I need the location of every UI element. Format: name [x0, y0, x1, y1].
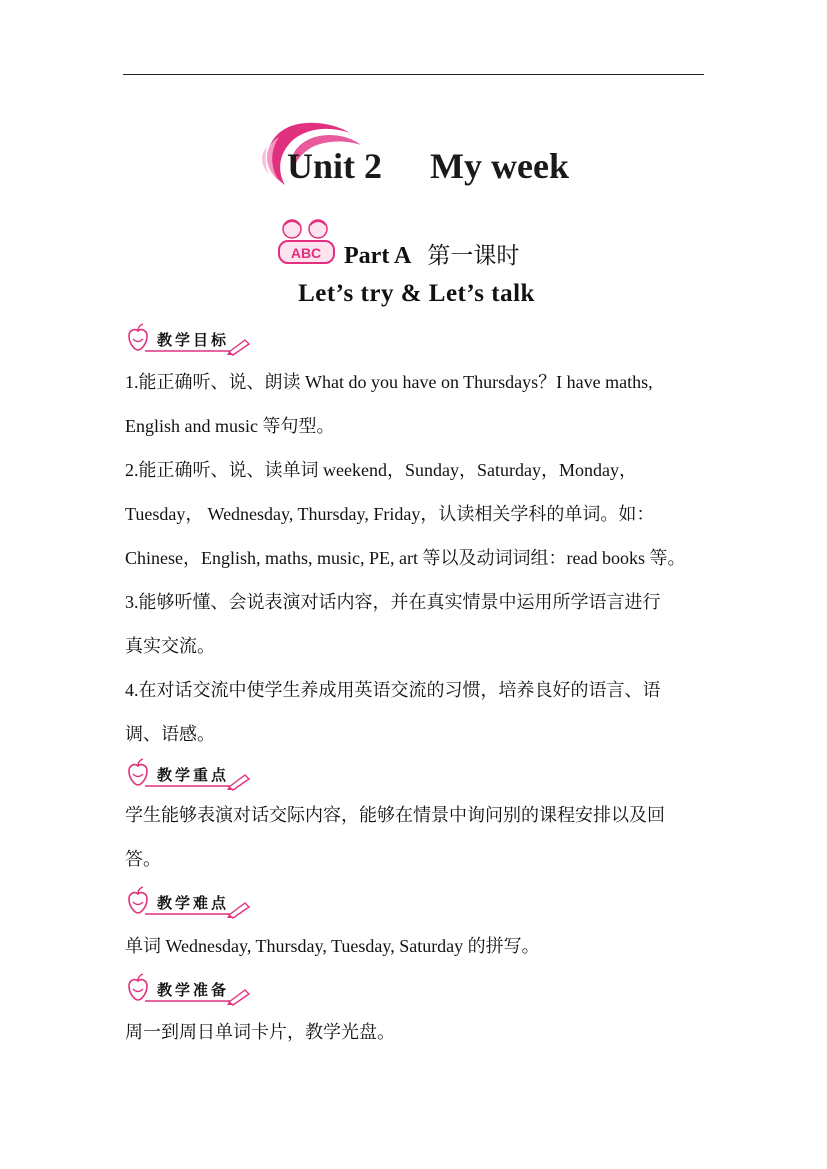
difficulties-text: [125, 924, 710, 968]
lesson-title: Let’s try & Let’s talk: [298, 280, 535, 307]
lesson-number: 第一课时: [427, 243, 520, 269]
section-heading-label: 教学目标: [157, 331, 230, 349]
text-line: 调、语感。: [125, 724, 215, 744]
text-line: Tuesday， Wednesday, Thursday, Friday，认读相关学科的单词。如：: [125, 504, 655, 524]
part-label: Part A: [344, 243, 412, 269]
section-heading-difficulties: [123, 885, 263, 919]
section-heading-label: 教学难点: [157, 894, 230, 912]
abc-badge-text: ABC: [290, 245, 322, 261]
text-line: 周一到周日单词卡片，教学光盘。: [125, 1022, 395, 1042]
text-line: 单词 Wednesday, Thursday, Tuesday, Saturday 的拼写。: [125, 936, 540, 956]
text-line: 答。: [125, 849, 161, 869]
text-line: Chinese，English, maths, music, PE, art 等以及动词词组：read books 等。: [125, 548, 686, 568]
unit-name: My week: [430, 146, 569, 186]
section-heading-preparation: [123, 972, 263, 1006]
top-rule: [123, 74, 704, 75]
text-line: English and music 等句型。: [125, 416, 335, 436]
key-points-text: [125, 793, 710, 881]
goals-text: [125, 360, 710, 756]
unit-number: Unit 2: [287, 146, 383, 186]
section-heading-key-points: [123, 757, 263, 791]
preparation-text: [125, 1010, 710, 1054]
part-heading: [276, 215, 576, 267]
abc-kids-icon: [276, 215, 338, 267]
text-line: 1.能正确听、说、朗读 What do you have on Thursdays？I have maths,: [125, 372, 653, 392]
section-heading-label: 教学准备: [157, 981, 230, 999]
text-line: 2.能正确听、说、读单词 weekend，Sunday，Saturday，Monday，: [125, 460, 637, 480]
text-line: 3.能够听懂、会说表演对话内容，并在真实情景中运用所学语言进行: [125, 592, 661, 612]
section-heading-label: 教学重点: [157, 766, 230, 784]
text-line: 真实交流。: [125, 636, 215, 656]
text-line: 学生能够表演对话交际内容，能够在情景中询问别的课程安排以及回: [125, 805, 665, 825]
text-line: 4.在对话交流中使学生养成用英语交流的习惯，培养良好的语言、语: [125, 680, 661, 700]
unit-title: [255, 115, 595, 195]
section-heading-goals: [123, 322, 263, 356]
